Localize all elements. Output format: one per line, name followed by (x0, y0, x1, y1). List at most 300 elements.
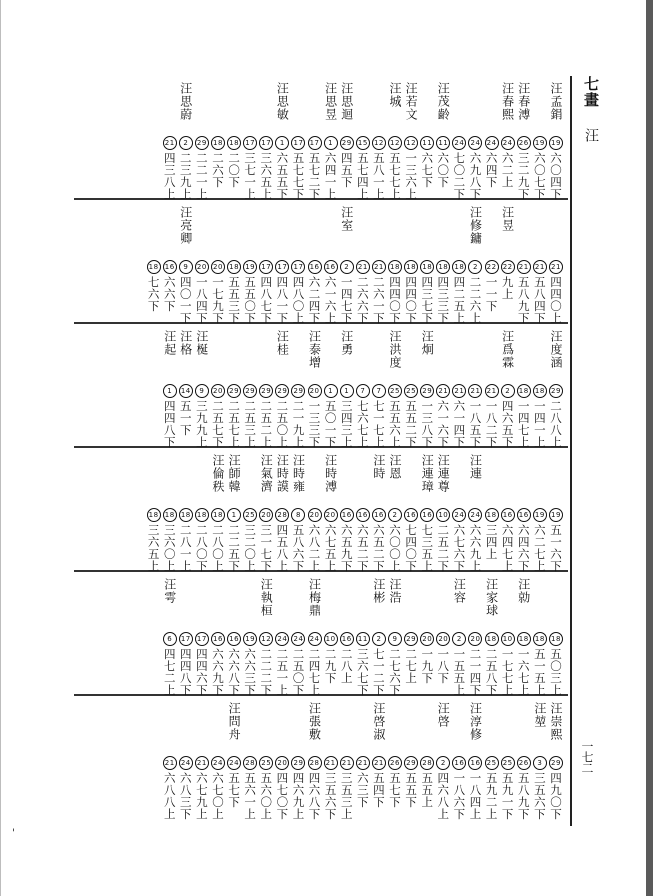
index-entry (355, 702, 371, 820)
person-name: 汪起 (162, 330, 177, 356)
page-location: 六六八下 (227, 648, 242, 696)
index-entry (355, 454, 371, 572)
page-reference (533, 632, 547, 696)
person-name: 汪思昱 (323, 82, 338, 121)
page-reference (420, 756, 434, 808)
page-reference (356, 508, 370, 572)
person-name: 汪孟鋗 (548, 82, 563, 121)
person-name: 汪倫秩 (210, 454, 225, 493)
page-location: 五七七上 (388, 152, 403, 200)
page-location: 六二七上 (532, 524, 547, 572)
person-name: 汪連尊 (436, 454, 451, 493)
page-location: 一五五上 (452, 648, 467, 696)
page-reference (147, 508, 161, 572)
page-location: 五五二下 (404, 400, 419, 448)
index-entry (274, 206, 290, 324)
index-entry (548, 454, 564, 572)
volume-circled-number: 28 (308, 756, 322, 770)
page-location: 五七下 (227, 772, 242, 808)
index-entry (178, 702, 194, 820)
index-entry (162, 454, 178, 572)
page-location: 四七〇下 (275, 772, 290, 820)
page-reference (501, 384, 515, 448)
page-reference (275, 508, 289, 572)
index-entry (162, 578, 178, 696)
volume-circled-number: 26 (517, 136, 531, 150)
volume-circled-number: 20 (211, 384, 225, 398)
volume-circled-number: 16 (501, 508, 515, 522)
volume-circled-number: 16 (340, 632, 354, 646)
index-entry (419, 702, 435, 820)
person-name: 汪爲霖 (500, 330, 515, 369)
volume-circled-number: 25 (243, 508, 257, 522)
volume-circled-number: 2 (501, 384, 515, 398)
page-reference (291, 508, 305, 572)
page-reference (291, 384, 305, 448)
page-reference (179, 632, 193, 696)
person-name: 汪彬 (371, 578, 386, 604)
page-reference (468, 260, 482, 324)
page-location: 六九八下 (468, 152, 483, 200)
index-entry (226, 454, 242, 572)
page-location: 六〇下 (436, 152, 451, 188)
page-reference (356, 260, 370, 324)
index-entry (194, 454, 210, 572)
page-reference (501, 260, 515, 300)
index-entry (532, 330, 548, 448)
page-reference (485, 136, 499, 188)
index-entry (258, 578, 274, 696)
index-entry (419, 206, 435, 324)
page-reference (291, 756, 305, 820)
page-reference (436, 260, 450, 324)
page-location: 六七九上 (194, 772, 209, 820)
volume-circled-number: 15 (356, 136, 370, 150)
volume-circled-number: 18 (147, 260, 161, 274)
volume-circled-number: 16 (404, 508, 418, 522)
index-entry (435, 82, 451, 200)
volume-circled-number: 7 (372, 384, 386, 398)
index-entry (435, 206, 451, 324)
page-reference (259, 508, 273, 572)
index-entry (435, 578, 451, 696)
index-entry (419, 578, 435, 696)
index-entry (516, 578, 532, 696)
page-reference (436, 384, 450, 448)
person-name: 汪淳修 (468, 702, 483, 741)
volume-circled-number: 18 (227, 260, 241, 274)
page-reference (340, 632, 354, 684)
index-entry (258, 82, 274, 200)
volume-circled-number: 16 (163, 260, 177, 274)
volume-circled-number: 19 (243, 260, 257, 274)
page-reference (517, 632, 531, 696)
page-reference (533, 384, 547, 448)
volume-circled-number: 18 (485, 508, 499, 522)
index-entry (451, 454, 467, 572)
volume-circled-number: 21 (356, 260, 370, 274)
page-location: 三六七下 (355, 648, 370, 696)
page-location: 二二六上 (468, 276, 483, 324)
volume-circled-number: 18 (517, 384, 531, 398)
page-reference (163, 384, 177, 448)
volume-circled-number: 10 (324, 632, 338, 646)
index-entry (467, 578, 483, 696)
page-reference (517, 260, 531, 324)
page-location: 三五六下 (323, 772, 338, 820)
page-reference (468, 136, 482, 200)
page-reference (517, 756, 531, 820)
page-location: 二二五下 (227, 524, 242, 572)
page-location: 三五三上 (339, 772, 354, 820)
page-location: 二六一下 (371, 276, 386, 324)
page-reference (388, 136, 402, 200)
page-location: 四三八上 (162, 152, 177, 200)
page-location: 四六八下 (307, 772, 322, 820)
person-name: 汪問舟 (227, 702, 242, 741)
page-location: 四八七下 (259, 276, 274, 324)
page-reference (404, 632, 418, 684)
index-entry (403, 82, 419, 200)
page-reference (227, 508, 241, 572)
volume-circled-number: 2 (452, 632, 466, 646)
page-location: 三二〇上 (243, 524, 258, 572)
page-reference (404, 260, 418, 324)
page-reference (533, 260, 547, 324)
index-entry (371, 578, 387, 696)
volume-circled-number: 21 (533, 260, 547, 274)
page-location: 一九下 (420, 648, 435, 684)
page-number: 一七二 (580, 740, 594, 773)
volume-circled-number: 25 (501, 756, 515, 770)
page-reference (275, 756, 289, 820)
page-reference (259, 756, 273, 820)
page-location: 一八四上 (468, 772, 483, 820)
index-entry (500, 330, 516, 448)
page-location: 四二五上 (452, 276, 467, 324)
page-reference (436, 756, 450, 820)
page-reference (211, 136, 225, 188)
index-entry (226, 82, 242, 200)
page-location: 六五五下 (275, 152, 290, 200)
page-location: 二五二上 (259, 400, 274, 448)
index-entry (516, 702, 532, 820)
viewer-scrollbar-strip[interactable] (646, 0, 653, 896)
page-location: 六〇七下 (532, 152, 547, 200)
index-entry (242, 454, 258, 572)
index-entry (419, 454, 435, 572)
page-location: 五六一上 (243, 772, 258, 820)
index-entry (516, 82, 532, 200)
volume-circled-number: 29 (549, 756, 563, 770)
page-location: 五五〇下 (243, 276, 258, 324)
page-location: 六五九下 (339, 524, 354, 572)
index-entry (371, 330, 387, 448)
page-location: 五七七下 (291, 152, 306, 200)
page-location: 五〇三上 (548, 648, 563, 696)
person-name: 汪桂 (275, 330, 290, 356)
index-entry (210, 330, 226, 448)
volume-circled-number: 29 (243, 384, 257, 398)
page-reference (211, 260, 225, 324)
page-reference (388, 508, 402, 572)
volume-circled-number: 18 (436, 260, 450, 274)
person-name: 汪室 (339, 206, 354, 232)
page-reference (485, 508, 499, 560)
page-location: 五八九下 (516, 276, 531, 324)
index-entry (307, 578, 323, 696)
volume-circled-number: 18 (195, 508, 209, 522)
page-reference (549, 384, 563, 448)
volume-circled-number: 29 (340, 136, 354, 150)
page-location: 二四七上 (307, 648, 322, 696)
volume-circled-number: 16 (468, 756, 482, 770)
volume-circled-number: 25 (259, 756, 273, 770)
volume-circled-number: 21 (163, 756, 177, 770)
index-entry (371, 454, 387, 572)
page-reference (372, 632, 386, 696)
page-reference (372, 756, 386, 808)
volume-circled-number: 1 (324, 136, 338, 150)
page-reference (468, 384, 482, 448)
page-location: 一四七上 (516, 400, 531, 448)
index-entry (290, 702, 306, 820)
page-reference (388, 384, 402, 448)
volume-circled-number: 26 (517, 756, 531, 770)
page-reference (404, 136, 418, 200)
person-name: 汪師韓 (227, 454, 242, 493)
page-location: 二五七下 (210, 400, 225, 448)
page-reference (275, 136, 289, 200)
person-name: 汪時雍 (291, 454, 306, 493)
volume-circled-number: 12 (259, 632, 273, 646)
index-band (74, 448, 568, 572)
volume-circled-number: 16 (517, 508, 531, 522)
page-location: 一六七上 (516, 648, 531, 696)
page-location: 六八二上 (307, 524, 322, 572)
page-reference (549, 508, 563, 572)
page-location: 二〇下 (227, 152, 242, 188)
person-name: 汪容 (452, 578, 467, 604)
page-reference (179, 260, 193, 324)
volume-circled-number: 21 (468, 384, 482, 398)
page-location: 三一七下 (259, 524, 274, 572)
index-entry (194, 82, 210, 200)
index-band (74, 572, 568, 696)
index-entry (242, 82, 258, 200)
page-reference (420, 632, 434, 684)
index-entry (451, 702, 467, 820)
volume-circled-number: 14 (179, 384, 193, 398)
index-entry (210, 206, 226, 324)
page-reference (501, 508, 515, 572)
index-entry (242, 330, 258, 448)
index-entry (484, 206, 500, 324)
volume-circled-number: 22 (485, 260, 499, 274)
volume-circled-number: 21 (163, 136, 177, 150)
page-location: 二五七上 (227, 400, 242, 448)
person-name: 汪連璋 (420, 454, 435, 493)
index-entry (403, 578, 419, 696)
index-entry (307, 454, 323, 572)
person-name: 汪雩 (162, 578, 177, 604)
volume-circled-number: 24 (308, 632, 322, 646)
page-reference (243, 136, 257, 200)
person-name: 汪思迴 (339, 82, 354, 121)
volume-circled-number: 18 (211, 508, 225, 522)
page-reference (436, 136, 450, 188)
volume-circled-number: 21 (372, 756, 386, 770)
page-reference (420, 384, 434, 448)
volume-circled-number: 18 (485, 632, 499, 646)
person-name: 汪啓 (436, 702, 451, 728)
page-reference (324, 384, 338, 448)
index-entry (516, 454, 532, 572)
volume-circled-number: 18 (179, 508, 193, 522)
index-entry (371, 82, 387, 200)
page-location: 六二四下 (307, 276, 322, 324)
page-location: 六〇〇上 (388, 524, 403, 572)
volume-circled-number: 19 (533, 136, 547, 150)
page-location: 七四〇下 (404, 524, 419, 572)
page-location: 四七二上 (162, 648, 177, 696)
volume-circled-number: 21 (372, 260, 386, 274)
volume-circled-number: 2 (388, 508, 402, 522)
volume-circled-number: 17 (291, 136, 305, 150)
page-location: 六四七上 (500, 524, 515, 572)
index-entry (162, 82, 178, 200)
index-entry (451, 330, 467, 448)
volume-circled-number: 28 (275, 508, 289, 522)
page-reference (340, 508, 354, 572)
page-location: 五八一上 (371, 152, 386, 200)
volume-circled-number: 2 (340, 260, 354, 274)
page-location: 六四一上 (323, 152, 338, 200)
page-reference (533, 136, 547, 200)
page-reference (404, 508, 418, 572)
index-entry (371, 702, 387, 820)
surname-header: 汪 (583, 128, 599, 144)
person-name: 汪度涵 (548, 330, 563, 369)
page-location: 六八八上 (162, 772, 177, 820)
index-entry (403, 702, 419, 820)
page-location: 二八〇上 (210, 524, 225, 572)
index-entry (226, 330, 242, 448)
index-entry (274, 82, 290, 200)
person-name: 汪春熙 (500, 82, 515, 121)
page-reference (468, 756, 482, 820)
index-entry (226, 702, 242, 820)
index-entry (178, 578, 194, 696)
page-location: 二九下 (323, 648, 338, 684)
page-location: 四八〇上 (291, 276, 306, 324)
volume-circled-number: 20 (436, 632, 450, 646)
page-location: 二五八下 (484, 648, 499, 696)
index-entry (467, 206, 483, 324)
person-name: 汪城 (388, 82, 403, 108)
person-name: 汪泰增 (307, 330, 322, 369)
page-reference (372, 508, 386, 572)
volume-circled-number: 1 (324, 384, 338, 398)
index-entry (290, 82, 306, 200)
page-location: 七一七上 (371, 400, 386, 448)
page-reference (291, 136, 305, 200)
volume-circled-number: 29 (404, 632, 418, 646)
volume-circled-number: 17 (259, 260, 273, 274)
page-location: 二五二下 (436, 524, 451, 572)
page-location: 二五三上 (243, 400, 258, 448)
person-name: 汪氣濟 (259, 454, 274, 493)
index-entry (403, 206, 419, 324)
page-reference (308, 384, 322, 448)
volume-circled-number: 19 (549, 136, 563, 150)
page-location: 六四六下 (516, 524, 531, 572)
volume-circled-number: 29 (404, 756, 418, 770)
page-reference (549, 136, 563, 200)
page-location: 二一九上 (291, 400, 306, 448)
volume-circled-number: 21 (356, 756, 370, 770)
page-location: 五六〇上 (259, 772, 274, 820)
volume-circled-number: 18 (533, 384, 547, 398)
volume-circled-number: 18 (452, 260, 466, 274)
index-entry (178, 330, 194, 448)
page-reference (485, 756, 499, 820)
person-name: 汪堃 (532, 702, 547, 728)
volume-circled-number: 25 (485, 756, 499, 770)
volume-circled-number: 24 (452, 508, 466, 522)
page-location: 三七一上 (243, 152, 258, 200)
index-entry (371, 206, 387, 324)
index-entry (307, 206, 323, 324)
stroke-count-header: 七畫 (582, 76, 600, 108)
page-location: 二二二下 (259, 648, 274, 696)
page-reference (243, 508, 257, 572)
index-entry (548, 206, 564, 324)
page-location: 二七六下 (388, 648, 403, 696)
volume-circled-number: 28 (420, 756, 434, 770)
index-entry (387, 578, 403, 696)
page-location: 二一四下 (468, 648, 483, 696)
volume-circled-number: 20 (324, 508, 338, 522)
page-location: 五一下 (178, 400, 193, 436)
volume-circled-number: 29 (259, 384, 273, 398)
volume-circled-number: 20 (195, 260, 209, 274)
page-reference (259, 260, 273, 324)
volume-circled-number: 18 (147, 508, 161, 522)
index-entry (274, 578, 290, 696)
index-entry (467, 454, 483, 572)
page-location: 六七六下 (452, 524, 467, 572)
index-entry (339, 578, 355, 696)
index-entry (194, 702, 210, 820)
volume-circled-number: 18 (533, 632, 547, 646)
page-reference (259, 136, 273, 200)
volume-circled-number: 19 (549, 508, 563, 522)
page-reference (501, 136, 515, 188)
person-name: 汪張敷 (307, 702, 322, 741)
page-reference (291, 260, 305, 324)
page-location: 六五二下 (355, 524, 370, 572)
page-reference (501, 632, 515, 696)
volume-circled-number: 18 (420, 260, 434, 274)
index-entry (323, 330, 339, 448)
page-location: 四三三下 (436, 276, 451, 324)
page-reference (436, 508, 450, 572)
index-entry (323, 454, 339, 572)
index-entry (242, 206, 258, 324)
volume-circled-number: 24 (227, 756, 241, 770)
page-location: 一七九下 (210, 276, 225, 324)
